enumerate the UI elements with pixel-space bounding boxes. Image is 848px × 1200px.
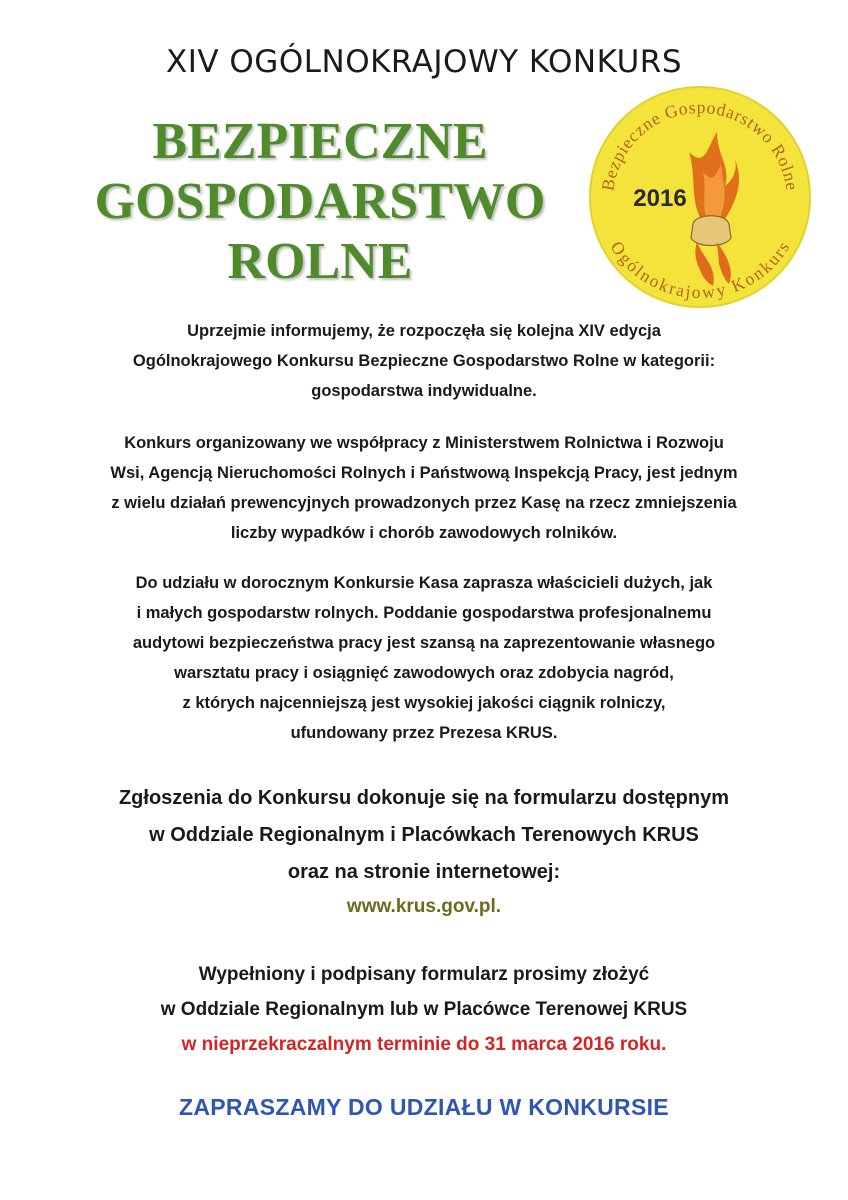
intro-line: gospodarstwa indywidualne.	[311, 382, 537, 400]
call-to-action: ZAPRASZAMY DO UDZIAŁU W KONKURSIE	[179, 1094, 669, 1120]
contest-title	[40, 112, 600, 292]
application-line: Zgłoszenia do Konkursu dokonuje się na formularzu dostępnym	[118, 787, 730, 809]
krus-website-link[interactable]: www.krus.gov.pl.	[346, 896, 502, 917]
intro-line: Ogólnokrajowego Konkursu Bezpieczne Gospodarstwo Rolne w kategorii:	[132, 352, 716, 370]
invitation-line: Do udziału w dorocznym Konkursie Kasa zaprasza właścicieli dużych, jak	[135, 574, 713, 592]
organizers-line: liczby wypadków i chorób zawodowych rolników.	[230, 524, 618, 542]
submission-line: w Oddziale Regionalnym lub w Placówce Terenowej KRUS	[160, 999, 688, 1020]
application-line: oraz na stronie internetowej:	[287, 861, 561, 883]
contest-badge-logo	[585, 82, 815, 312]
invitation-line: audytowi bezpieczeństwa pracy jest szansą na zaprezentowanie własnego	[132, 634, 716, 652]
intro-paragraph	[60, 316, 788, 406]
contest-edition-heading: XIV OGÓLNOKRAJOWY KONKURS	[165, 44, 683, 80]
organizers-line: Konkurs organizowany we współpracy z Ministerstwem Rolnictwa i Rozwoju	[124, 434, 724, 452]
title-line-1: BEZPIECZNE	[152, 113, 488, 170]
application-line: w Oddziale Regionalnym i Placówkach Terenowych KRUS	[149, 824, 699, 846]
badge-top-arc-text: Bezpieczne Gospodarstwo Rolne	[597, 96, 803, 193]
invitation-line: ufundowany przez Prezesa KRUS.	[290, 724, 558, 742]
organizers-paragraph	[60, 428, 788, 548]
title-line-3: ROLNE	[227, 233, 413, 290]
invitation-paragraph	[60, 568, 788, 748]
badge-year: 2016	[633, 185, 687, 212]
intro-line: Uprzejmie informujemy, że rozpoczęła się kolejna XIV edycja	[187, 322, 661, 340]
submission-line: Wypełniony i podpisany formularz prosimy złożyć	[198, 964, 650, 985]
organizers-line: Wsi, Agencją Nieruchomości Rolnych i Państwową Inspekcją Pracy, jest jednym	[110, 464, 738, 482]
organizers-line: z wielu działań prewencyjnych prowadzonych przez Kasę na rzecz zmniejszenia	[111, 494, 737, 512]
invitation-line: warsztatu pracy i osiągnięć zawodowych oraz zdobycia nagród,	[174, 664, 674, 682]
badge-bottom-arc-text: Ogólnokrajowy Konkurs	[606, 237, 794, 302]
application-info	[40, 780, 808, 891]
title-line-2: GOSPODARSTWO	[94, 173, 546, 230]
submission-info	[40, 957, 808, 1062]
invitation-line: z których najcenniejszą jest wysokiej jakości ciągnik rolniczy,	[182, 694, 666, 712]
deadline-notice: w nieprzekraczalnym terminie do 31 marca 2016 roku.	[181, 1034, 667, 1055]
invitation-line: i małych gospodarstw rolnych. Poddanie gospodarstwa profesjonalnemu	[136, 604, 712, 622]
